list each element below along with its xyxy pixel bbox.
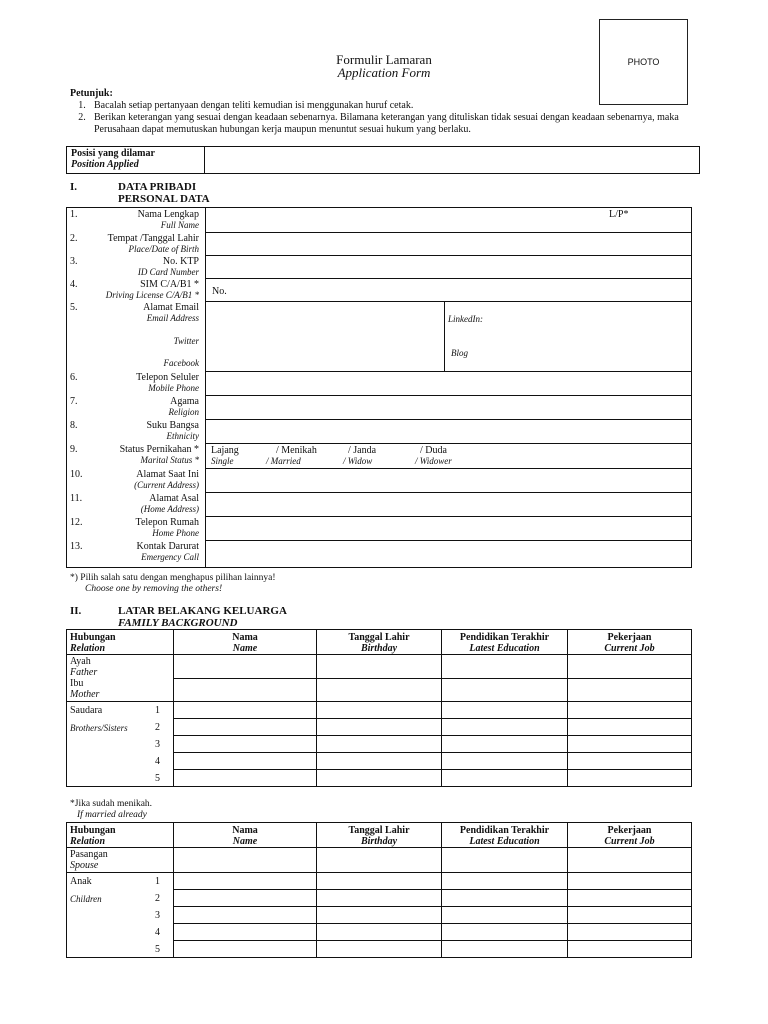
child-name-input[interactable] — [174, 941, 317, 958]
sibling-education-input[interactable] — [442, 702, 568, 719]
row-full-name-label: 1. Nama Lengkap Full Name — [70, 209, 199, 230]
father-birthday-input[interactable] — [317, 655, 442, 679]
form-subtitle: Application Form — [337, 65, 431, 80]
child-name-input[interactable] — [174, 907, 317, 924]
home-address-input[interactable] — [206, 492, 692, 516]
spouse-education-input[interactable] — [442, 848, 568, 873]
sibling-birthday-input[interactable] — [317, 770, 442, 787]
section-2-header: II. LATAR BELAKANG KELUARGA FAMILY BACKGROUND — [70, 605, 287, 629]
father-education-input[interactable] — [442, 655, 568, 679]
parents-label: Ayah Father Ibu Mother — [67, 655, 174, 702]
sibling-education-input[interactable] — [442, 719, 568, 736]
instruction-item: 1. Bacalah setiap pertanyaan dengan teliti kemudian isi menggunakan huruf cetak. — [78, 100, 414, 111]
sibling-birthday-input[interactable] — [317, 753, 442, 770]
mobile-input[interactable] — [206, 371, 692, 395]
spouse-birthday-input[interactable] — [317, 848, 442, 873]
sibling-name-input[interactable] — [174, 770, 317, 787]
child-job-input[interactable] — [568, 941, 692, 958]
header-birthday: Tanggal Lahir Birthday — [317, 823, 442, 848]
sibling-name-input[interactable] — [174, 702, 317, 719]
birth-input[interactable] — [206, 232, 692, 255]
children-label: Anak Children 1 2 3 4 5 — [67, 873, 174, 958]
header-name: Nama Name — [174, 630, 317, 655]
sibling-job-input[interactable] — [568, 770, 692, 787]
spouse-name-input[interactable] — [174, 848, 317, 873]
spouse-job-input[interactable] — [568, 848, 692, 873]
position-input[interactable] — [205, 147, 700, 174]
sibling-birthday-input[interactable] — [317, 719, 442, 736]
child-birthday-input[interactable] — [317, 924, 442, 941]
sibling-education-input[interactable] — [442, 753, 568, 770]
child-birthday-input[interactable] — [317, 907, 442, 924]
header-job: Pekerjaan Current Job — [568, 630, 692, 655]
header-education: Pendidikan Terakhir Latest Education — [442, 823, 568, 848]
email-input[interactable] — [206, 301, 445, 371]
mother-birthday-input[interactable] — [317, 678, 442, 702]
license-no-label: No. — [212, 285, 227, 297]
header-name: Nama Name — [174, 823, 317, 848]
child-name-input[interactable] — [174, 924, 317, 941]
child-birthday-input[interactable] — [317, 941, 442, 958]
sibling-name-input[interactable] — [174, 736, 317, 753]
row-email-label: 5. Alamat Email Email Address Twitter Facebook — [70, 302, 199, 368]
mother-education-input[interactable] — [442, 678, 568, 702]
personal-data-table: 1. Nama Lengkap Full Name L/P* 2. Tempat /Tanggal Lahir Place/Date of Birth 3. No. KTP ID Card Number 4. SIM C/A/B1 * Driving License C/A/B1 * No. 5. Alamat Email Email Address Twitter Facebook LinkedIn: Blog 6. Telepon Seluler Mobile Phone 7. Agama Religion 8. Suku Bangsa Ethnicity 9. Status Pernikahan * Marital Status * Lajang / Menikah / Janda / Duda Single / Married / Widow / Widower 10. Alamat Saat Ini (Current Address) 11. Alamat Asal (Home Address) 12. Telepon Rumah Home Phone 13. Kontak Darurat Emergency Call — [66, 207, 692, 568]
sibling-job-input[interactable] — [568, 719, 692, 736]
child-education-input[interactable] — [442, 890, 568, 907]
spouse-label: Pasangan Spouse — [67, 848, 174, 873]
header-birthday: Tanggal Lahir Birthday — [317, 630, 442, 655]
sibling-birthday-input[interactable] — [317, 736, 442, 753]
spouse-children-table — [66, 822, 692, 958]
sibling-education-input[interactable] — [442, 736, 568, 753]
emergency-contact-input[interactable] — [206, 540, 692, 568]
child-job-input[interactable] — [568, 907, 692, 924]
sibling-job-input[interactable] — [568, 753, 692, 770]
sibling-name-input[interactable] — [174, 753, 317, 770]
position-applied-table — [66, 146, 700, 174]
child-education-input[interactable] — [442, 907, 568, 924]
child-job-input[interactable] — [568, 873, 692, 890]
religion-input[interactable] — [206, 395, 692, 419]
child-birthday-input[interactable] — [317, 890, 442, 907]
instructions-heading: Petunjuk: — [70, 88, 113, 99]
photo-label: PHOTO — [627, 57, 660, 67]
instructions — [70, 88, 720, 136]
child-job-input[interactable] — [568, 924, 692, 941]
child-education-input[interactable] — [442, 924, 568, 941]
header-education: Pendidikan Terakhir Latest Education — [442, 630, 568, 655]
sibling-name-input[interactable] — [174, 719, 317, 736]
home-phone-input[interactable] — [206, 516, 692, 540]
section-1-header: I. DATA PRIBADI PERSONAL DATA — [70, 181, 210, 205]
sibling-job-input[interactable] — [568, 702, 692, 719]
child-name-input[interactable] — [174, 890, 317, 907]
child-job-input[interactable] — [568, 890, 692, 907]
sibling-job-input[interactable] — [568, 736, 692, 753]
child-birthday-input[interactable] — [317, 873, 442, 890]
child-name-input[interactable] — [174, 873, 317, 890]
header-relation: Hubungan Relation — [67, 630, 174, 655]
mother-job-input[interactable] — [568, 678, 692, 702]
ethnicity-input[interactable] — [206, 419, 692, 443]
sibling-birthday-input[interactable] — [317, 702, 442, 719]
full-name-input[interactable] — [206, 208, 692, 233]
instruction-item: 2. Berikan keterangan yang sesuai dengan keadaan sebenarnya. Bilamana keterangan yang dituliskan tidak sesuai dengan keadaan sebenarnya, maka Perusahaan dapat memutuskan hubungan kerja maupun menuntut sesuai hukum yang berlaku. — [78, 112, 679, 135]
father-name-input[interactable] — [174, 655, 317, 679]
marital-status-options[interactable]: Lajang / Menikah / Janda / Duda Single / Married / Widow / Widower — [206, 443, 692, 468]
mother-name-input[interactable] — [174, 678, 317, 702]
family-table — [66, 629, 692, 787]
position-label: Posisi yang dilamar Position Applied — [67, 147, 205, 174]
id-card-input[interactable] — [206, 255, 692, 278]
form-title: Formulir Lamaran — [336, 52, 432, 67]
married-note: *Jika sudah menikah. If married already — [70, 799, 153, 820]
gender-option[interactable]: L/P* — [609, 209, 629, 220]
social-input[interactable]: LinkedIn: Blog — [445, 301, 692, 371]
header-job: Pekerjaan Current Job — [568, 823, 692, 848]
header-relation: Hubungan Relation — [67, 823, 174, 848]
license-input[interactable] — [206, 278, 692, 301]
child-education-input[interactable] — [442, 873, 568, 890]
father-job-input[interactable] — [568, 655, 692, 679]
current-address-input[interactable] — [206, 468, 692, 492]
child-education-input[interactable] — [442, 941, 568, 958]
choose-note: *) Pilih salah satu dengan menghapus pilihan lainnya! Choose one by removing the others! — [70, 573, 276, 594]
sibling-education-input[interactable] — [442, 770, 568, 787]
siblings-label: Saudara Brothers/Sisters 1 2 3 4 5 — [67, 702, 174, 787]
